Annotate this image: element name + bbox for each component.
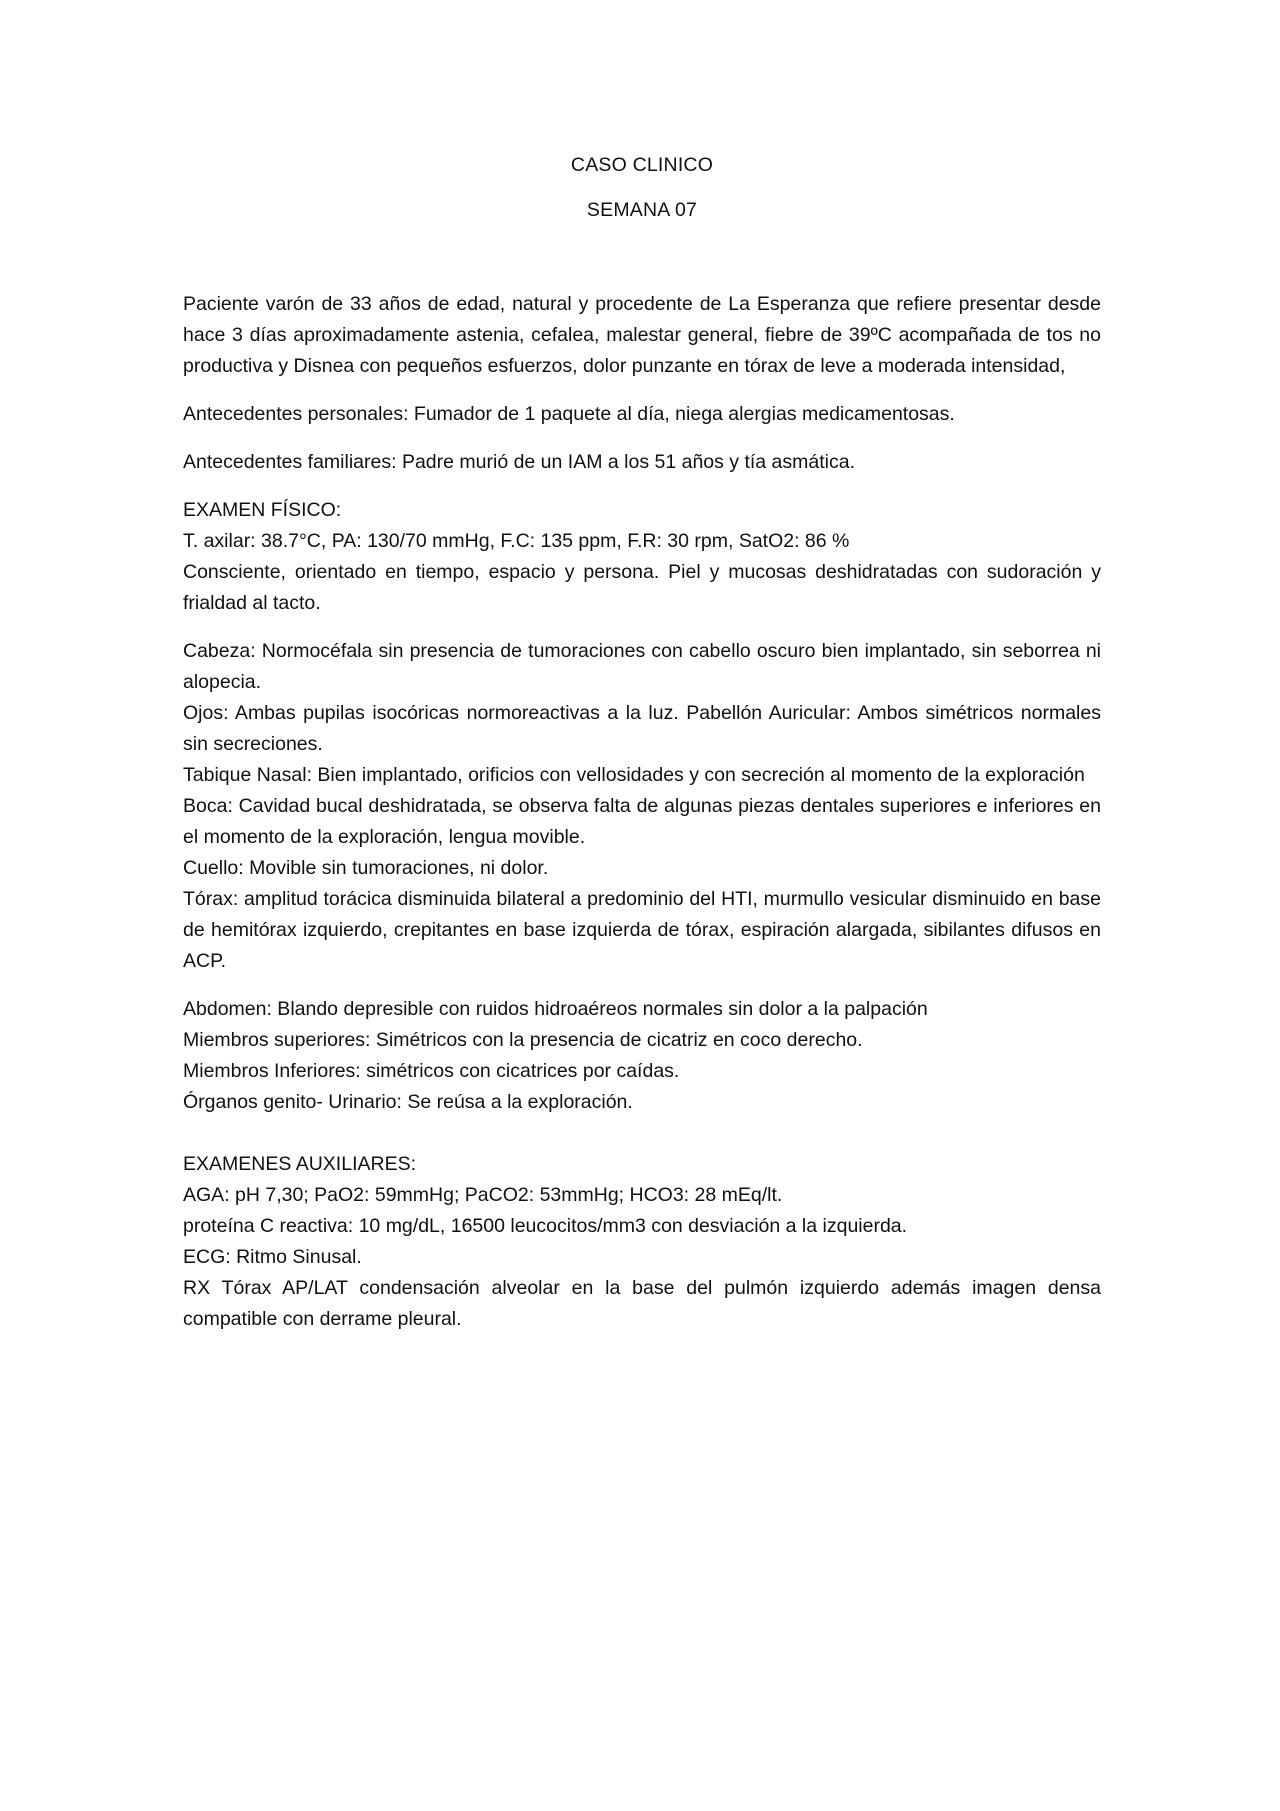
antecedentes-familiares: Antecedentes familiares: Padre murió de un IAM a los 51 años y tía asmática. [183, 451, 856, 473]
examen-aga: AGA: pH 7,30; PaO2: 59mmHg; PaCO2: 53mmHg; HCO3: 28 mEq/lt. [183, 1184, 783, 1206]
exploracion-item-genito-urinario: Órganos genito- Urinario: Se reúsa a la exploración. [183, 1091, 633, 1113]
exploracion-item-torax: Tórax: amplitud torácica disminuida bilateral a predominio del HTI, murmullo vesicular disminuido en base de hemitórax izquierdo, crepitantes en base izquierda de tórax, espiración alargada, sibilantes difusos en ACP. [183, 888, 1101, 972]
exploracion-item-nasal: Tabique Nasal: Bien implantado, orificios con vellosidades y con secreción al momento de la exploración [183, 764, 1085, 786]
examen-pcr: proteína C reactiva: 10 mg/dL, 16500 leucocitos/mm3 con desviación a la izquierda. [183, 1215, 908, 1237]
vital-signs: T. axilar: 38.7°C, PA: 130/70 mmHg, F.C: 135 ppm, F.R: 30 rpm, SatO2: 86 % [183, 530, 850, 552]
examen-rx: RX Tórax AP/LAT condensación alveolar en la base del pulmón izquierdo además imagen densa compatible con derrame pleural. [183, 1277, 1101, 1330]
exploracion-item-cabeza: Cabeza: Normocéfala sin presencia de tumoraciones con cabello oscuro bien implantado, sin seborrea ni alopecia. [183, 640, 1101, 693]
exploracion2-section [183, 994, 1101, 1118]
exploracion-item-cuello: Cuello: Movible sin tumoraciones, ni dolor. [183, 857, 549, 879]
document-title: CASO CLINICO [570, 154, 714, 176]
exploracion-item-abdomen: Abdomen: Blando depresible con ruidos hidroaéreos normales sin dolor a la palpación [183, 998, 928, 1020]
general-exam: Consciente, orientado en tiempo, espacio y persona. Piel y mucosas deshidratadas con sudoración y frialdad al tacto. [183, 561, 1101, 614]
examen-fisico-heading: EXAMEN FÍSICO: [183, 499, 342, 521]
document-content [183, 150, 1101, 1335]
document-subtitle: SEMANA 07 [586, 199, 698, 221]
exploracion-section [183, 636, 1101, 977]
exploracion-item-miembros-inferiores: Miembros Inferiores: simétricos con cicatrices por caídas. [183, 1060, 680, 1082]
exploracion-item-boca: Boca: Cavidad bucal deshidratada, se observa falta de algunas piezas dentales superiores e inferiores en el momento de la exploración, lengua movible. [183, 795, 1101, 848]
examenes-auxiliares-heading: EXAMENES AUXILIARES: [183, 1153, 417, 1175]
exploracion-item-ojos: Ojos: Ambas pupilas isocóricas normoreactivas a la luz. Pabellón Auricular: Ambos simétricos normales sin secreciones. [183, 702, 1101, 755]
examen-fisico-section [183, 495, 1101, 619]
intro-paragraph: Paciente varón de 33 años de edad, natural y procedente de La Esperanza que refiere presentar desde hace 3 días aproximadamente astenia, cefalea, malestar general, fiebre de 39ºC acompañada de tos no productiva y Disnea con pequeños esfuerzos, dolor punzante en tórax de leve a moderada intensidad, [183, 293, 1101, 377]
examenes-auxiliares-section [183, 1149, 1101, 1335]
antecedentes-personales: Antecedentes personales: Fumador de 1 paquete al día, niega alergias medicamentosas. [183, 403, 955, 425]
examen-ecg: ECG: Ritmo Sinusal. [183, 1246, 362, 1268]
exploracion-item-miembros-superiores: Miembros superiores: Simétricos con la presencia de cicatriz en coco derecho. [183, 1029, 863, 1051]
